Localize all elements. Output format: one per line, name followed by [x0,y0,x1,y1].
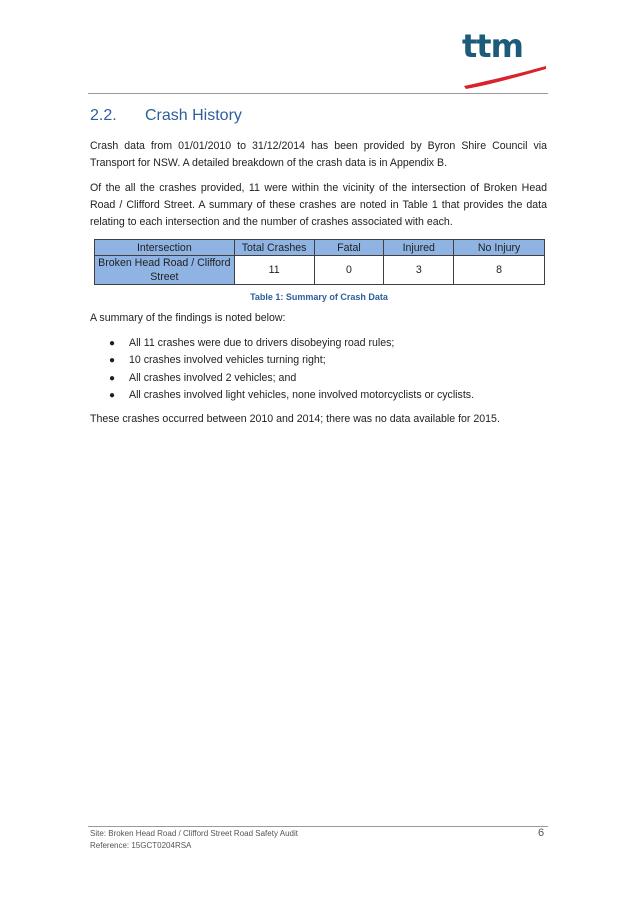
paragraph-crash-data-source: Crash data from 01/01/2010 to 31/12/2014 has been provided by Byron Shire Council via Transport for NSW. A detailed breakdown of the crash data is in Appendix B. [90,140,547,169]
list-item [109,335,474,352]
bullet-icon: ● [109,389,116,401]
logo-wordmark: ttm [462,27,523,65]
table-header-cell: No Injury [454,240,545,256]
header-divider [88,93,548,94]
table-cell-injured: 3 [384,256,454,285]
page-number: 6 [538,827,545,839]
section-heading [90,107,242,125]
list-item-text: All crashes involved 2 vehicles; and [129,371,297,384]
list-item [109,352,474,369]
table-header-cell: Intersection [95,240,235,256]
list-item [109,387,474,404]
section-number: 2.2. [90,107,117,124]
bullet-icon: ● [109,338,116,349]
bullet-icon: ● [109,355,116,367]
table-cell-total: 11 [234,256,314,285]
table-header-row [95,240,545,256]
table-caption: Table 1: Summary of Crash Data [250,292,388,302]
footer-divider [88,826,548,827]
list-item [109,370,474,387]
table-cell-intersection: Broken Head Road / Clifford Street [95,256,235,285]
list-item-text: 10 crashes involved vehicles turning right; [129,354,326,367]
table-row [95,256,545,285]
paragraph-conclusion: These crashes occurred between 2010 and 2014; there was no data available for 2015. [90,413,500,425]
crash-summary-table [94,239,545,285]
findings-list [109,335,474,404]
table-header-cell: Total Crashes [234,240,314,256]
list-item-text: All crashes involved light vehicles, none involved motorcyclists or cyclists. [129,388,475,401]
paragraph-crash-summary: Of the all the crashes provided, 11 were within the vicinity of the intersection of Broken Head Road / Clifford Street. A summary of these crashes are noted in Table 1 that provides the data relating to each intersection and the number of crashes associated with each. [90,182,547,228]
section-title: Crash History [145,107,242,124]
paragraph-findings-intro: A summary of the findings is noted below: [90,312,286,324]
logo-swoosh-icon [462,62,548,90]
ttm-logo [462,27,548,90]
table-header-cell: Injured [384,240,454,256]
table-header-cell: Fatal [314,240,384,256]
table-cell-no-injury: 8 [454,256,545,285]
bullet-icon: ● [109,372,116,384]
list-item-text: All 11 crashes were due to drivers disobeying road rules; [129,337,395,349]
footer-reference: Reference: 15GCT0204RSA [90,841,192,850]
footer-site: Site: Broken Head Road / Clifford Street Road Safety Audit [90,829,298,838]
table-cell-fatal: 0 [314,256,384,285]
